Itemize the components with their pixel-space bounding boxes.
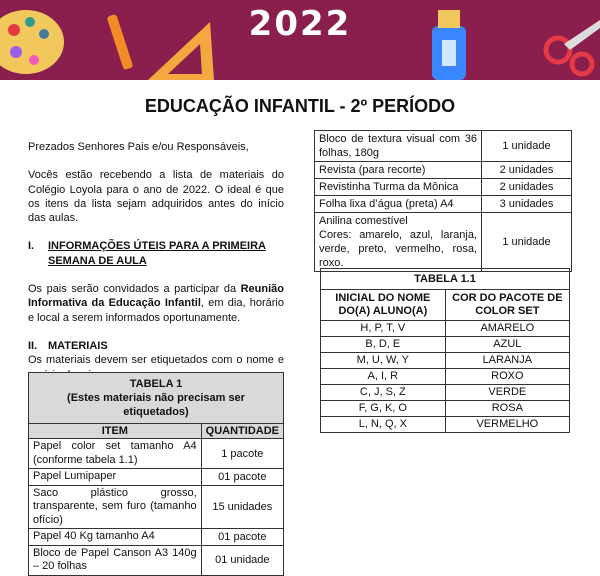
section-number: II. [28,339,38,352]
column-header-quantity: QUANTIDADE [201,424,283,439]
table-row: H, P, T, V AMARELO [321,321,570,337]
greeting: Prezados Senhores Pais e/ou Responsáveis, [28,141,249,153]
table1-caption: TABELA 1 (Estes materiais não precisam ser etiquetados) [29,373,284,424]
table-row: M, U, W, Y LARANJA [321,353,570,369]
table-row: Papel Lumipaper 01 pacote [29,469,284,486]
table-row: Papel 40 Kg tamanho A4 01 pacote [29,529,284,546]
section-heading-materials [28,339,284,353]
materials-table-1 [28,372,284,576]
color-table [320,268,570,433]
table3-caption: TABELA 1.1 [321,269,570,290]
column-header-color: COR DO PACOTE DE COLOR SET [445,290,569,321]
intro-column [28,140,284,396]
table-row: Bloco de Papel Canson A3 140g – 20 folhas 01 unidade [29,545,284,575]
year-heading: 2022 [248,4,352,44]
column-header-item: ITEM [29,424,202,439]
table-row: Anilina comestível Cores: amarelo, azul, laranja, verde, preto, vermelho, rosa, roxo. 1 unidade [315,213,572,272]
section-title: MATERIAIS [48,339,108,352]
section-heading-info [28,239,284,268]
intro-paragraph: Vocês estão recebendo a lista de materiais do Colégio Loyola para o ano de 2022. O ideal é que os itens da lista sejam adquiridos antes do início das aulas. [28,169,284,225]
section-title: INFORMAÇÕES ÚTEIS PARA A PRIMEIRA SEMANA DE AULA [48,240,266,267]
materials-table-continued [314,130,572,272]
table-row: C, J, S, Z VERDE [321,385,570,401]
table-row: Revista (para recorte) 2 unidades [315,162,572,179]
page-title: EDUCAÇÃO INFANTIL - 2º PERÍODO [144,96,456,116]
table-row: Saco plástico grosso, transparente, sem furo (tamanho ofício) 15 unidades [29,485,284,529]
header-banner [0,0,600,80]
table-row: Revistinha Turma da Mônica 2 unidades [315,179,572,196]
meeting-name: Reunião Informativa da Educação Infantil [28,283,284,310]
table-row: Bloco de textura visual com 36 folhas, 180g 1 unidade [315,131,572,162]
section-number: I. [28,240,35,253]
table-row: F, G, K, O ROSA [321,401,570,417]
table-row: L, N, Q, X VERMELHO [321,417,570,433]
table-row: Papel color set tamanho A4 (conforme tabela 1.1) 1 pacote [29,439,284,469]
table-row: Folha lixa d’água (preta) A4 3 unidades [315,196,572,213]
column-header-initial: INICIAL DO NOME DO(A) ALUNO(A) [321,290,446,321]
section-materials-text: Os materiais devem ser etiquetados com o nome e [28,354,284,367]
table-row: A, I, R ROXO [321,369,570,385]
section-info-text: Os pais serão convidados a participar da Reunião Informativa da Educação Infantil, em dia, horário e local a serem informados oportunamente. [28,283,284,324]
table-row: B, D, E AZUL [321,337,570,353]
